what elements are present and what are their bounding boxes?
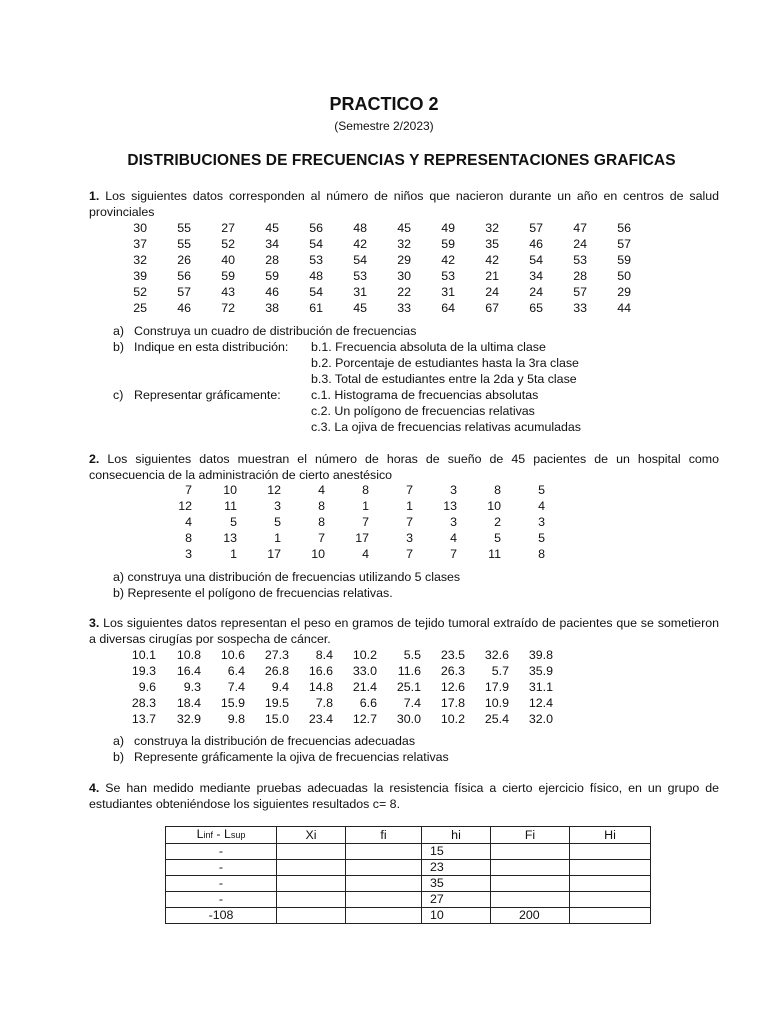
data-cell: 7	[362, 515, 369, 529]
data-row	[152, 530, 545, 546]
question-4-number: 4.	[89, 781, 100, 795]
data-cell: 45	[397, 221, 411, 235]
data-cell: 64	[441, 301, 455, 315]
data-cell: 55	[177, 237, 191, 251]
data-cell: 1	[362, 499, 369, 513]
data-row	[119, 236, 631, 252]
data-row	[127, 711, 553, 727]
header-hi: hi	[422, 827, 491, 844]
data-cell: 12.6	[440, 680, 465, 694]
data-cell: 8	[362, 483, 369, 497]
header-fi: fi	[346, 827, 422, 844]
data-cell: 59	[441, 237, 455, 251]
table-cell: -	[166, 876, 277, 892]
data-cell: 37	[133, 237, 147, 251]
table-cell	[491, 892, 570, 908]
data-cell: 39.8	[528, 648, 553, 662]
table-cell: -	[166, 860, 277, 876]
data-cell: 12	[267, 483, 281, 497]
data-cell: 11	[224, 499, 237, 513]
data-cell: 30	[397, 269, 411, 283]
data-cell: 26	[177, 253, 191, 267]
data-cell: 10.8	[176, 648, 201, 662]
data-cell: 23.4	[308, 712, 333, 726]
data-cell: 28.3	[131, 696, 156, 710]
data-cell: 16.4	[176, 664, 201, 678]
data-cell: 8	[318, 499, 325, 513]
table-cell	[346, 908, 422, 924]
table-row	[166, 844, 651, 860]
data-cell: 10.2	[440, 712, 465, 726]
table-cell	[277, 860, 346, 876]
table-cell	[346, 860, 422, 876]
data-cell: 56	[617, 221, 631, 235]
data-cell: 8	[318, 515, 325, 529]
data-cell: 18.4	[176, 696, 201, 710]
data-cell: 9.3	[183, 680, 201, 694]
data-cell: 59	[617, 253, 631, 267]
table-header-row	[166, 827, 651, 844]
table-cell	[277, 892, 346, 908]
data-cell: 17.9	[484, 680, 509, 694]
data-row	[127, 679, 553, 695]
data-cell: 28	[573, 269, 587, 283]
data-cell: 10.6	[220, 648, 245, 662]
data-cell: 7	[406, 515, 413, 529]
table-cell	[277, 844, 346, 860]
data-cell: 52	[221, 237, 235, 251]
data-cell: 33	[397, 301, 411, 315]
data-cell: 67	[485, 301, 499, 315]
data-cell: 1	[230, 547, 237, 561]
data-cell: 32.9	[176, 712, 201, 726]
data-cell: 10.9	[484, 696, 509, 710]
data-cell: 31	[441, 285, 455, 299]
data-cell: 5.5	[403, 648, 421, 662]
document-page: PRACTICO 2 (Semestre 2/2023) DISTRIBUCIONES DE FRECUENCIAS Y REPRESENTACIONES GRAFICAS 1. Los siguientes datos corresponden al número de niños que nacieron durante un año en centros de salud provinciales 30 55 27 45 56 48 45 49 32 57 47 56 37 55 52 34 54 42 32 59 35 46 24 57 32 26 40 28 53 54 29 42 42 54 53 59 39 56 59 59 48 53 30 53 21 34 28 50 52 57 43 46 54 31 22 31 24 24 57 29 25 46 72 38 61 45 33 64 67 65 33 44 a) Construya un cuadro de distribución de frecuencias b) Indique en esta distribución: b.1. Frecuencia absoluta de la ultima clase b.2. Porcentaje de estudiantes hasta la 3ra clase b.3. Total de estudiantes entre la 2da y 5ta clase c) Representar gráficamente: c.1. Histograma de frecuencias absolutas c.2. Un polígono de frecuencias relativas c.3. La ojiva de frecuencias relativas acumuladas 2. Los siguientes datos muestran el número de horas de sueño de 45 pacientes de un hospital como consecuencia de la administración de cierto anestésico 7 10 12 4 8 7 3 8 5 12 11 3 8 1 1 13 10 4 4 5 5 8 7 7 3 2 3 8 13 1 7 17 3 4 5 5 3 1 17 10 4 7 7 11 8 a) construya una distribución de frecuencias utilizando 5 clases b) Represente el polígono de frecuencias relativas. 3. Los siguientes datos representan el peso en gramos de tejido tumoral extraído de pacientes que se sometieron a diversas cirugías por sospecha de cáncer. 10.1 10.8 10.6 27.3 8.4 10.2 5.5 23.5 32.6 39.8 19.3 16.4 6.4 26.8 16.6 33.0 11.6 26.3 5.7 35.9 9.6 9.3 7.4 9.4 14.8 21.4 25.1 12.6 17.9 31.1 28.3 18.4 15.9 19.5 7.8 6.6 7.4 17.8 10.9 12.4 13.7 32.9 9.8 15.0 23.4 12.7 30.0 10.2 25.4 32.0 a) construya la distribución de frecuencias adecuadas b) Represente gráficamente la ojiva de frecuencias relativas 4. Se han medido mediante pruebas adecuadas la resistencia física a cierto ejercicio físico, en un grupo de estudiantes obteniéndose los siguientes resultados c= 8. Linf - Lsup Xi fi hi Fi Hi - 15 - 23 - 35 - 27 -108 10 200	[0, 0, 768, 1024]
data-cell: 54	[353, 253, 367, 267]
table-cell: 35	[422, 876, 491, 892]
data-row	[152, 546, 545, 562]
data-cell: 17.8	[440, 696, 465, 710]
data-cell: 4	[318, 483, 325, 497]
data-cell: 12.4	[528, 696, 553, 710]
section-heading: DISTRIBUCIONES DE FRECUENCIAS Y REPRESENTACIONES GRAFICAS	[127, 152, 676, 169]
data-cell: 7	[450, 547, 457, 561]
data-cell: 56	[177, 269, 191, 283]
table-cell	[346, 844, 422, 860]
table-row	[166, 860, 651, 876]
data-row	[119, 268, 631, 284]
header-Fi: Fi	[491, 827, 570, 844]
data-cell: 46	[529, 237, 543, 251]
question-2-text	[89, 451, 719, 483]
data-cell: 54	[309, 285, 323, 299]
data-cell: 25.1	[396, 680, 421, 694]
data-row	[152, 498, 545, 514]
data-cell: 19.5	[264, 696, 289, 710]
data-cell: 32	[485, 221, 499, 235]
data-cell: 5.7	[491, 664, 509, 678]
question-2-statement: Los siguientes datos muestran el número de horas de sueño de 45 pacientes de un hospital como consecuencia de la administración de cierto anestésico	[89, 452, 719, 482]
data-cell: 10	[487, 499, 501, 513]
table-cell	[570, 844, 651, 860]
data-row	[152, 514, 545, 530]
table-cell	[277, 908, 346, 924]
data-cell: 30.0	[396, 712, 421, 726]
data-cell: 12	[178, 499, 192, 513]
data-cell: 5	[274, 515, 281, 529]
data-row	[127, 695, 553, 711]
question-4-statement: Se han medido mediante pruebas adecuadas la resistencia física a cierto ejercicio físico, en un grupo de estudiantes obteniéndose los siguientes resultados c= 8.	[89, 781, 719, 811]
data-cell: 7	[318, 531, 325, 545]
data-cell: 13	[223, 531, 237, 545]
data-cell: 32.6	[484, 648, 509, 662]
page-title: PRACTICO 2	[329, 94, 439, 114]
data-cell: 3	[185, 547, 192, 561]
data-cell: 3	[450, 483, 457, 497]
data-cell: 3	[406, 531, 413, 545]
data-cell: 35	[485, 237, 499, 251]
data-cell: 45	[265, 221, 279, 235]
data-cell: 13	[443, 499, 457, 513]
data-cell: 22	[397, 285, 411, 299]
data-cell: 9.4	[271, 680, 289, 694]
table-cell	[570, 892, 651, 908]
data-cell: 27.3	[264, 648, 289, 662]
data-cell: 3	[274, 499, 281, 513]
data-cell: 19.3	[131, 664, 156, 678]
data-cell: 24	[485, 285, 499, 299]
data-cell: 16.6	[308, 664, 333, 678]
data-cell: 9.8	[227, 712, 245, 726]
data-cell: 7	[185, 483, 192, 497]
data-cell: 61	[309, 301, 323, 315]
data-cell: 56	[309, 221, 323, 235]
data-cell: 42	[485, 253, 499, 267]
question-3-number: 3.	[89, 616, 100, 630]
data-cell: 7.8	[315, 696, 333, 710]
data-cell: 40	[221, 253, 235, 267]
table-cell	[346, 876, 422, 892]
data-cell: 9.6	[138, 680, 156, 694]
data-cell: 15.9	[220, 696, 245, 710]
data-cell: 53	[353, 269, 367, 283]
data-cell: 15.0	[264, 712, 289, 726]
data-cell: 17	[355, 531, 369, 545]
data-cell: 26.8	[264, 664, 289, 678]
question-1-text	[89, 188, 719, 220]
data-cell: 50	[617, 269, 631, 283]
data-cell: 29	[617, 285, 631, 299]
data-cell: 30	[133, 221, 147, 235]
data-cell: 53	[441, 269, 455, 283]
data-cell: 12.7	[352, 712, 377, 726]
data-cell: 8	[538, 547, 545, 561]
data-cell: 32.0	[528, 712, 553, 726]
question-3-text	[89, 615, 719, 647]
data-row	[119, 300, 631, 316]
data-cell: 10	[223, 483, 237, 497]
data-row	[119, 284, 631, 300]
question-4-text	[89, 780, 719, 812]
table-cell: -	[166, 892, 277, 908]
data-cell: 57	[573, 285, 587, 299]
data-cell: 48	[353, 221, 367, 235]
table-cell: 15	[422, 844, 491, 860]
header-xi: Xi	[277, 827, 346, 844]
data-cell: 5	[538, 531, 545, 545]
data-cell: 8.4	[315, 648, 333, 662]
data-cell: 26.3	[440, 664, 465, 678]
data-cell: 10.1	[131, 648, 156, 662]
data-cell: 3	[450, 515, 457, 529]
data-cell: 72	[221, 301, 235, 315]
data-row	[119, 220, 631, 236]
table-cell: 200	[491, 908, 570, 924]
question-1-statement: Los siguientes datos corresponden al número de niños que nacieron durante un año en centros de salud provinciales	[89, 189, 719, 219]
data-cell: 11	[488, 547, 501, 561]
data-cell: 59	[265, 269, 279, 283]
data-cell: 45	[353, 301, 367, 315]
data-cell: 52	[133, 285, 147, 299]
data-cell: 10	[311, 547, 325, 561]
data-cell: 34	[265, 237, 279, 251]
data-cell: 57	[617, 237, 631, 251]
data-row	[152, 482, 545, 498]
data-cell: 25.4	[484, 712, 509, 726]
data-cell: 44	[617, 301, 631, 315]
data-cell: 4	[450, 531, 457, 545]
data-cell: 54	[529, 253, 543, 267]
question-3-data-grid	[127, 647, 553, 727]
table-cell	[346, 892, 422, 908]
data-cell: 8	[494, 483, 501, 497]
data-cell: 6.4	[227, 664, 245, 678]
data-cell: 6.6	[359, 696, 377, 710]
table-cell	[570, 860, 651, 876]
data-cell: 39	[133, 269, 147, 283]
data-cell: 21.4	[352, 680, 377, 694]
data-cell: 42	[441, 253, 455, 267]
data-cell: 34	[529, 269, 543, 283]
header-interval: Linf - Lsup	[166, 827, 277, 844]
data-cell: 57	[177, 285, 191, 299]
table-row	[166, 876, 651, 892]
table-cell: -108	[166, 908, 277, 924]
data-cell: 59	[221, 269, 235, 283]
data-cell: 31	[353, 285, 367, 299]
data-cell: 11.6	[397, 664, 421, 678]
data-cell: 21	[485, 269, 499, 283]
data-cell: 55	[177, 221, 191, 235]
table-body	[166, 844, 651, 924]
data-cell: 4	[185, 515, 192, 529]
data-cell: 49	[441, 221, 455, 235]
data-cell: 13.7	[131, 712, 156, 726]
data-cell: 28	[265, 253, 279, 267]
data-cell: 4	[538, 499, 545, 513]
table-cell	[491, 876, 570, 892]
data-row	[119, 252, 631, 268]
data-cell: 32	[133, 253, 147, 267]
data-cell: 4	[362, 547, 369, 561]
data-cell: 7	[406, 483, 413, 497]
data-cell: 8	[185, 531, 192, 545]
data-cell: 53	[573, 253, 587, 267]
data-cell: 43	[221, 285, 235, 299]
data-cell: 35.9	[528, 664, 553, 678]
table-cell: 23	[422, 860, 491, 876]
data-cell: 57	[529, 221, 543, 235]
data-cell: 42	[353, 237, 367, 251]
data-cell: 7.4	[403, 696, 421, 710]
data-cell: 54	[309, 237, 323, 251]
table-cell	[570, 876, 651, 892]
data-cell: 32	[397, 237, 411, 251]
question-3-statement: Los siguientes datos representan el peso en gramos de tejido tumoral extraído de pacientes que se sometieron a diversas cirugías por sospecha de cáncer.	[89, 616, 719, 646]
question-2-number: 2.	[89, 452, 100, 466]
table-cell: -	[166, 844, 277, 860]
data-cell: 1	[406, 499, 413, 513]
table-row	[166, 892, 651, 908]
data-cell: 53	[309, 253, 323, 267]
question-1-number: 1.	[89, 189, 100, 203]
data-cell: 5	[538, 483, 545, 497]
data-cell: 31.1	[528, 680, 553, 694]
data-cell: 46	[177, 301, 191, 315]
data-cell: 7.4	[227, 680, 245, 694]
data-cell: 25	[133, 301, 147, 315]
data-cell: 14.8	[308, 680, 333, 694]
data-cell: 5	[494, 531, 501, 545]
data-cell: 65	[529, 301, 543, 315]
data-row	[127, 647, 553, 663]
question-1-data-grid	[119, 220, 631, 316]
table-cell	[491, 860, 570, 876]
data-cell: 2	[494, 515, 501, 529]
table-cell	[491, 844, 570, 860]
data-cell: 38	[265, 301, 279, 315]
table-cell	[277, 876, 346, 892]
data-cell: 24	[529, 285, 543, 299]
data-cell: 46	[265, 285, 279, 299]
data-cell: 10.2	[352, 648, 377, 662]
data-cell: 23.5	[440, 648, 465, 662]
data-cell: 48	[309, 269, 323, 283]
data-cell: 24	[573, 237, 587, 251]
header-Hi: Hi	[570, 827, 651, 844]
data-cell: 7	[406, 547, 413, 561]
data-row	[127, 663, 553, 679]
data-cell: 27	[221, 221, 235, 235]
data-cell: 5	[230, 515, 237, 529]
data-cell: 3	[538, 515, 545, 529]
table-cell	[570, 908, 651, 924]
data-cell: 17	[267, 547, 281, 561]
data-cell: 1	[274, 531, 281, 545]
table-row	[166, 908, 651, 924]
data-cell: 29	[397, 253, 411, 267]
table-cell: 10	[422, 908, 491, 924]
data-cell: 47	[573, 221, 587, 235]
data-cell: 33.0	[352, 664, 377, 678]
frequency-table	[165, 826, 651, 924]
data-cell: 33	[573, 301, 587, 315]
page-subtitle: (Semestre 2/2023)	[334, 119, 434, 133]
table-cell: 27	[422, 892, 491, 908]
question-2-data-grid	[152, 482, 545, 562]
